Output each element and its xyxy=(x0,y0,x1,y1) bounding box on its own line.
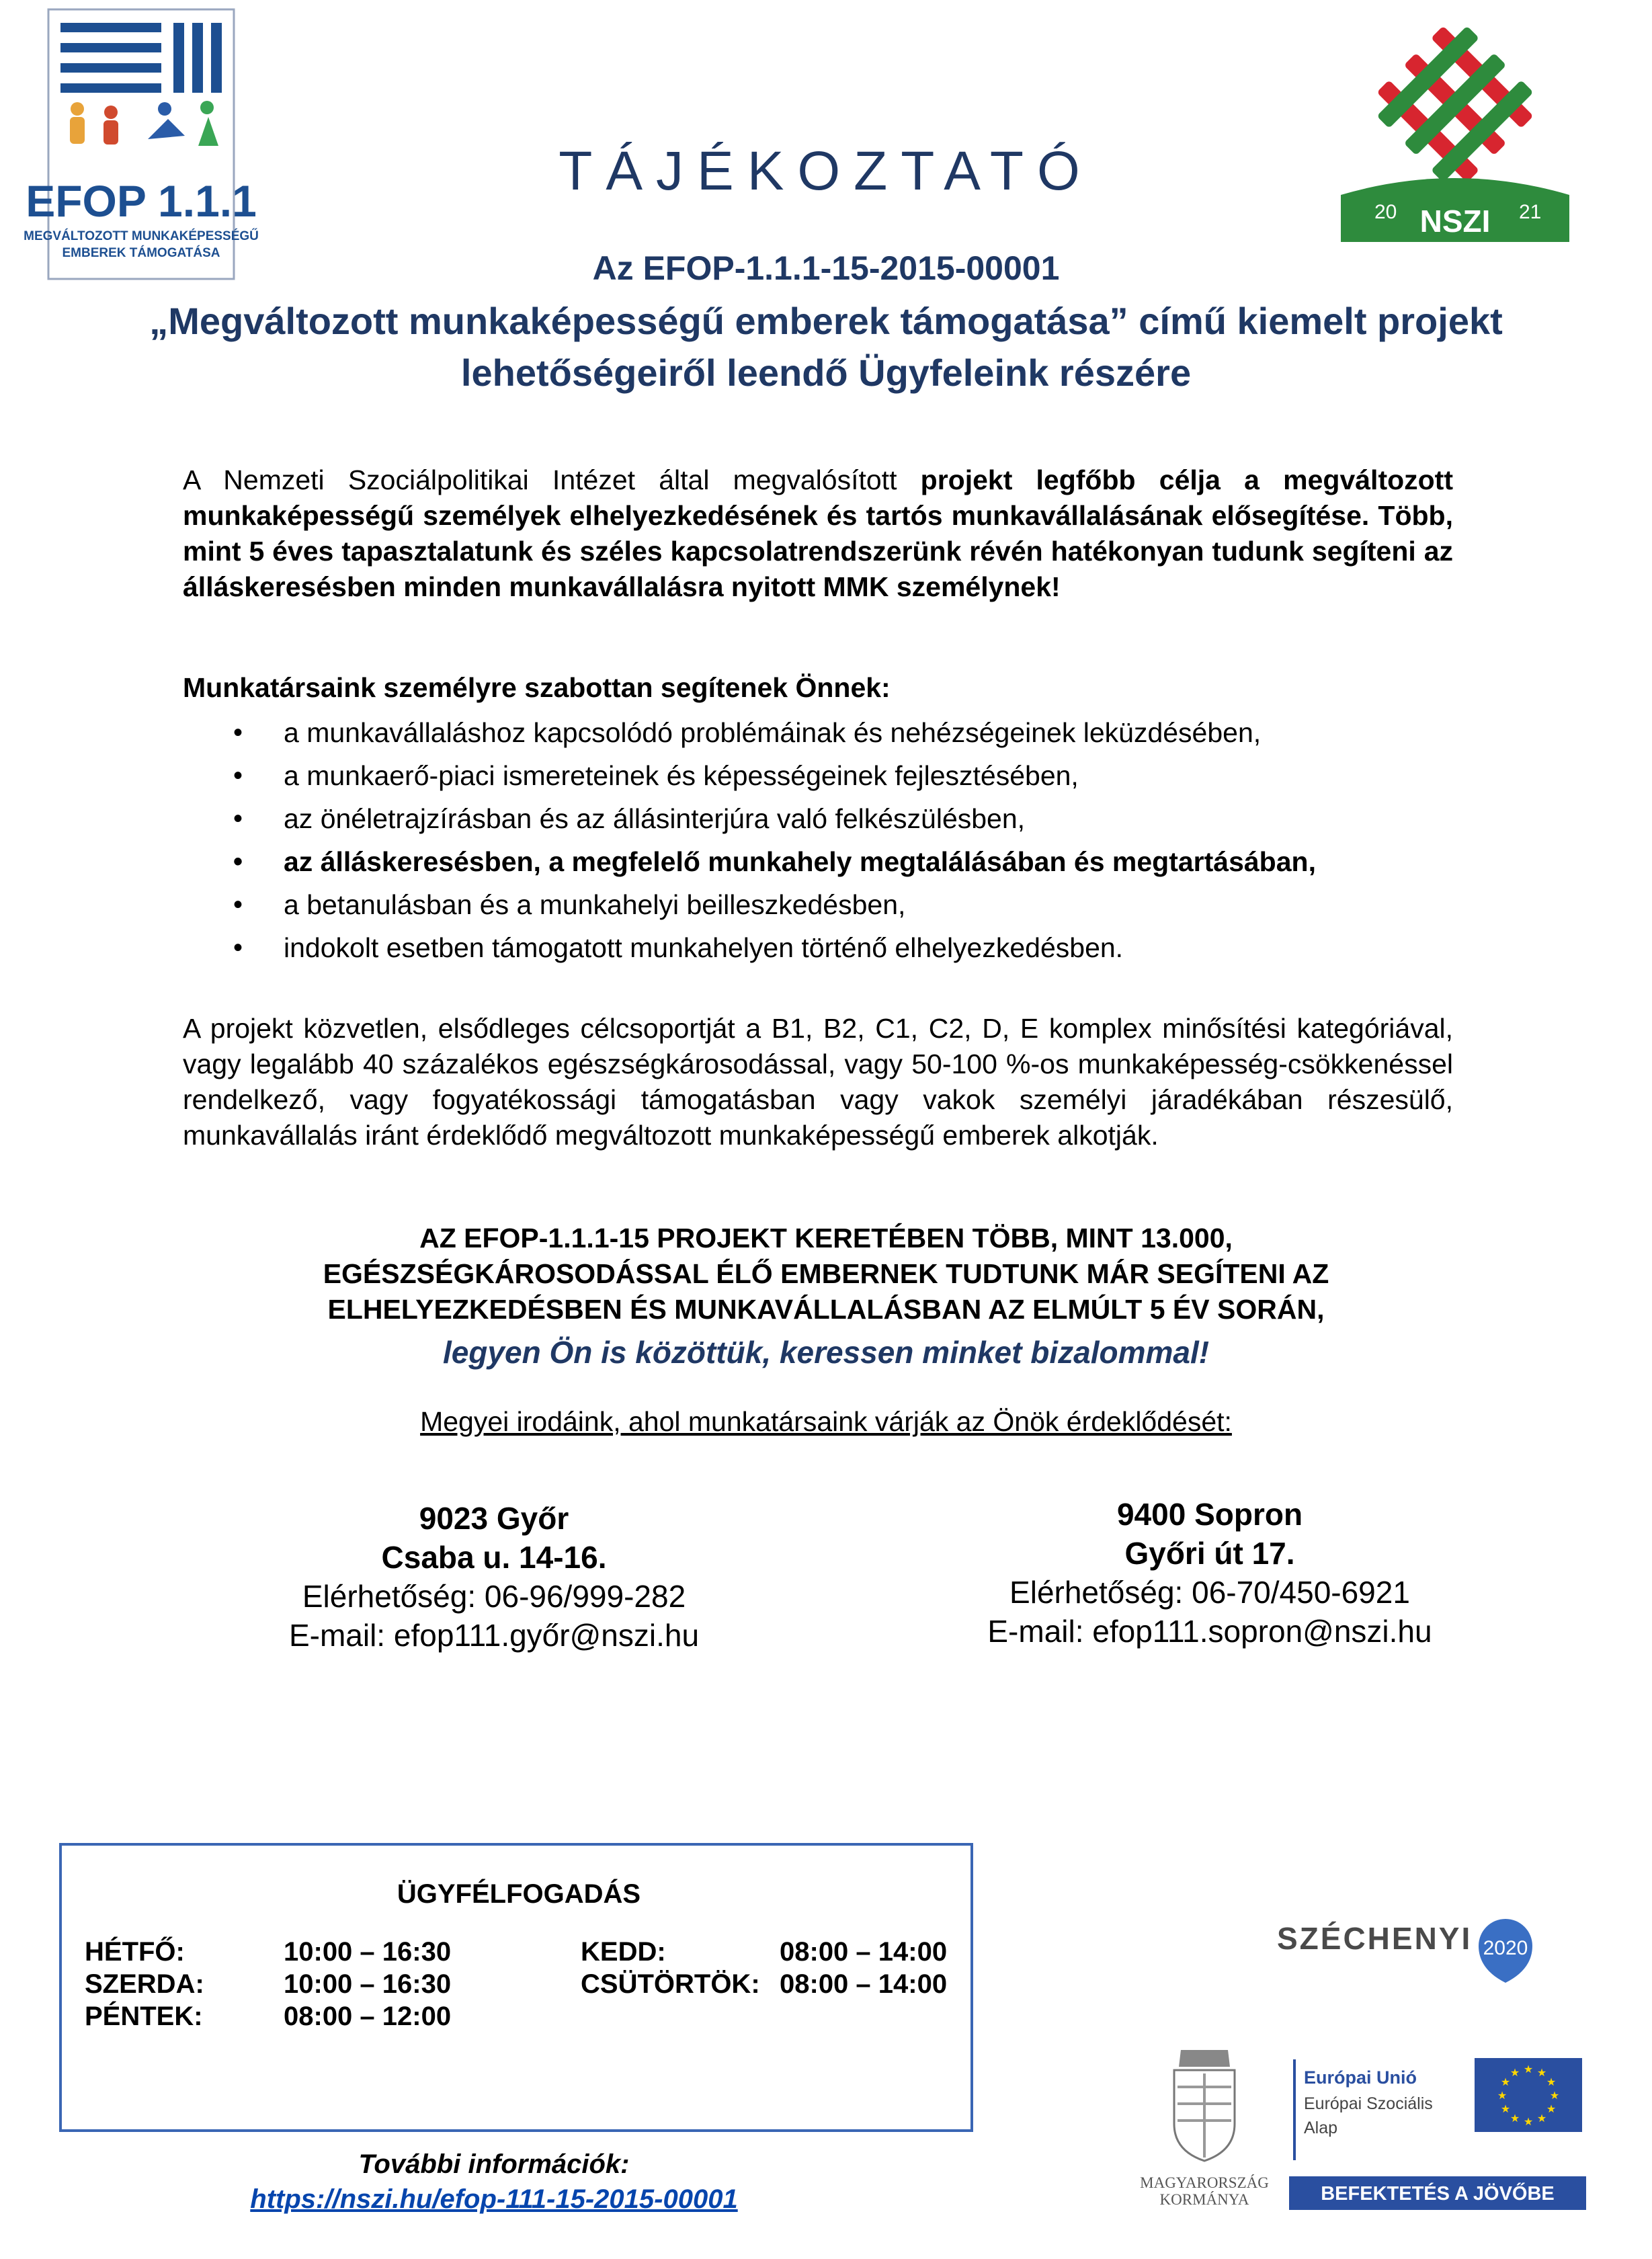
target-group-paragraph: A projekt közvetlen, elsődleges célcsoportját a B1, B2, C1, C2, D, E komplex minősítési kategóriával, vagy legalább 40 százalékos egészségkárosodással, vagy 50-100 %-os munkaképesség-csökkenéssel rendelkező, vagy fogyatékossági támogatásban vagy vakok személyi járadékában részesülő, munkavállalás iránt érdeklődő megváltozott munkaképességű emberek alkotják. xyxy=(183,1013,1453,1151)
svg-text:★: ★ xyxy=(1549,2089,1560,2102)
opening-hours-title: ÜGYFÉLFOGADÁS xyxy=(397,1879,641,1909)
schedule-day: SZERDA: xyxy=(85,1969,204,1999)
more-info-link[interactable]: https://nszi.hu/efop-111-15-2015-00001 xyxy=(250,2184,738,2214)
project-title-line: „Megváltozott munkaképességű emberek támogatása” című kiemelt projekt xyxy=(149,300,1503,342)
svg-text:Alap: Alap xyxy=(1304,2119,1338,2137)
more-info-label: További információk: xyxy=(358,2149,630,2179)
schedule-day: PÉNTEK: xyxy=(85,2002,203,2031)
svg-text:★: ★ xyxy=(1536,2066,1547,2079)
office-city: 9400 Sopron xyxy=(1116,1497,1303,1532)
szechenyi-2020-logo xyxy=(1277,1909,1559,2020)
schedule-day: CSÜTÖRTÖK: xyxy=(581,1969,760,1999)
svg-text:★: ★ xyxy=(1536,2112,1547,2125)
nszi-logo-text: NSZI xyxy=(1419,204,1491,239)
highlight-line: AZ EFOP-1.1.1-15 PROJEKT KERETÉBEN TÖBB, MINT 13.000, xyxy=(419,1223,1233,1254)
highlight-block xyxy=(0,1221,1652,1327)
office-phone: Elérhetőség: 06-70/450-6921 xyxy=(1009,1575,1410,1610)
svg-text:MEGVÁLTOZOTT MUNKAKÉPESSÉGŰ: MEGVÁLTOZOTT MUNKAKÉPESSÉGŰ xyxy=(24,229,259,243)
list-item: • az álláskeresésben, a megfelelő munkahely megtalálásában és megtartásában, xyxy=(223,840,1316,883)
page-title: TÁJÉKOZTATÓ xyxy=(559,140,1093,202)
highlight-line: EGÉSZSÉGKÁROSODÁSSAL ÉLŐ EMBERNEK TUDTUNK MÁR SEGÍTENI AZ xyxy=(323,1258,1329,1289)
nszi-logo xyxy=(1327,27,1583,249)
svg-text:2020: 2020 xyxy=(1483,1937,1528,1959)
office-street: Csaba u. 14-16. xyxy=(381,1540,607,1575)
svg-text:★: ★ xyxy=(1510,2112,1520,2125)
project-id: Az EFOP-1.1.1-15-2015-00001 xyxy=(592,249,1060,287)
schedule-day: HÉTFŐ: xyxy=(85,1937,185,1967)
svg-text:SZÉCHENYI: SZÉCHENYI xyxy=(1277,1921,1473,1956)
svg-text:21: 21 xyxy=(1519,201,1542,223)
svg-text:★: ★ xyxy=(1497,2089,1508,2102)
office-gyor xyxy=(222,1499,766,1655)
svg-text:EMBEREK TÁMOGATÁSA: EMBEREK TÁMOGATÁSA xyxy=(62,246,220,260)
office-phone: Elérhetőség: 06-96/999-282 xyxy=(302,1579,686,1614)
list-item: • a munkavállaláshoz kapcsolódó problémáinak és nehézségeinek leküzdésében, xyxy=(223,711,1316,754)
schedule-time: 10:00 – 16:30 xyxy=(284,1969,452,1999)
svg-text:20: 20 xyxy=(1374,201,1397,223)
schedule-time: 10:00 – 16:30 xyxy=(284,1937,452,1967)
svg-text:Európai Unió: Európai Unió xyxy=(1304,2067,1417,2088)
svg-text:BEFEKTETÉS A JÖVŐBE: BEFEKTETÉS A JÖVŐBE xyxy=(1321,2183,1555,2205)
svg-text:KORMÁNYA: KORMÁNYA xyxy=(1159,2191,1249,2208)
svg-text:★: ★ xyxy=(1500,2102,1511,2115)
help-heading: Munkatársaink személyre szabottan segítenek Önnek: xyxy=(183,672,891,703)
svg-text:★: ★ xyxy=(1523,2115,1534,2128)
hungarian-government-logo xyxy=(1124,2037,1285,2213)
schedule-time: 08:00 – 12:00 xyxy=(284,2002,452,2031)
svg-text:Európai Szociális: Európai Szociális xyxy=(1304,2094,1433,2113)
svg-text:MAGYARORSZÁG: MAGYARORSZÁG xyxy=(1140,2174,1269,2191)
svg-text:★: ★ xyxy=(1510,2066,1520,2079)
highlight-line: ELHELYEZKEDÉSBEN ÉS MUNKAVÁLLALÁSBAN AZ ELMÚLT 5 ÉV SORÁN, xyxy=(327,1294,1325,1325)
office-city: 9023 Győr xyxy=(419,1501,569,1536)
eu-fund-logo xyxy=(1289,2043,1586,2215)
list-item: • a betanulásban és a munkahelyi beilleszkedésben, xyxy=(223,883,1316,926)
svg-text:★: ★ xyxy=(1500,2076,1511,2088)
svg-text:★: ★ xyxy=(1546,2102,1557,2115)
office-email[interactable]: E-mail: efop111.sopron@nszi.hu xyxy=(987,1614,1432,1649)
office-email[interactable]: E-mail: efop111.győr@nszi.hu xyxy=(288,1618,700,1653)
efop-logo-text: EFOP 1.1.1 xyxy=(26,176,257,226)
office-street: Győri út 17. xyxy=(1124,1536,1295,1571)
schedule-time: 08:00 – 14:00 xyxy=(780,1969,948,1999)
list-item: • az önéletrajzírásban és az állásinterjúra való felkészülésben, xyxy=(223,797,1316,840)
highlight-invitation: legyen Ön is közöttük, keressen minket bizalommal! xyxy=(442,1335,1210,1370)
list-item: • indokolt esetben támogatott munkahelyen történő elhelyezkedésben. xyxy=(223,926,1316,969)
schedule-time: 08:00 – 14:00 xyxy=(780,1937,948,1967)
intro-normal-text: A Nemzeti Szociálpolitikai Intézet által megvalósított xyxy=(183,464,921,495)
help-list xyxy=(223,711,1316,969)
intro-bold-text: projekt legfőbb célja a megváltozott munkaképességű személyek elhelyezkedésének és tartós munkavállalásának elősegítése. Több, mint 5 éves tapasztalatunk és széles kapcsolatrendszerünk révén hatékonyan tudunk segíteni az álláskeresésben minden munkavállalásra nyitott MMK személynek! xyxy=(183,464,1453,602)
intro-paragraph xyxy=(183,462,1453,605)
svg-text:★: ★ xyxy=(1523,2063,1534,2076)
office-sopron xyxy=(934,1495,1485,1651)
offices-label: Megyei irodáink, ahol munkatársaink várják az Önök érdeklődését: xyxy=(420,1406,1232,1437)
opening-hours-box xyxy=(59,1843,973,2132)
list-item: • a munkaerő-piaci ismereteinek és képességeinek fejlesztésében, xyxy=(223,754,1316,797)
schedule-day: KEDD: xyxy=(581,1937,666,1967)
project-title-line: lehetőségeiről leendő Ügyfeleink részére xyxy=(460,352,1192,394)
svg-text:★: ★ xyxy=(1546,2076,1557,2088)
